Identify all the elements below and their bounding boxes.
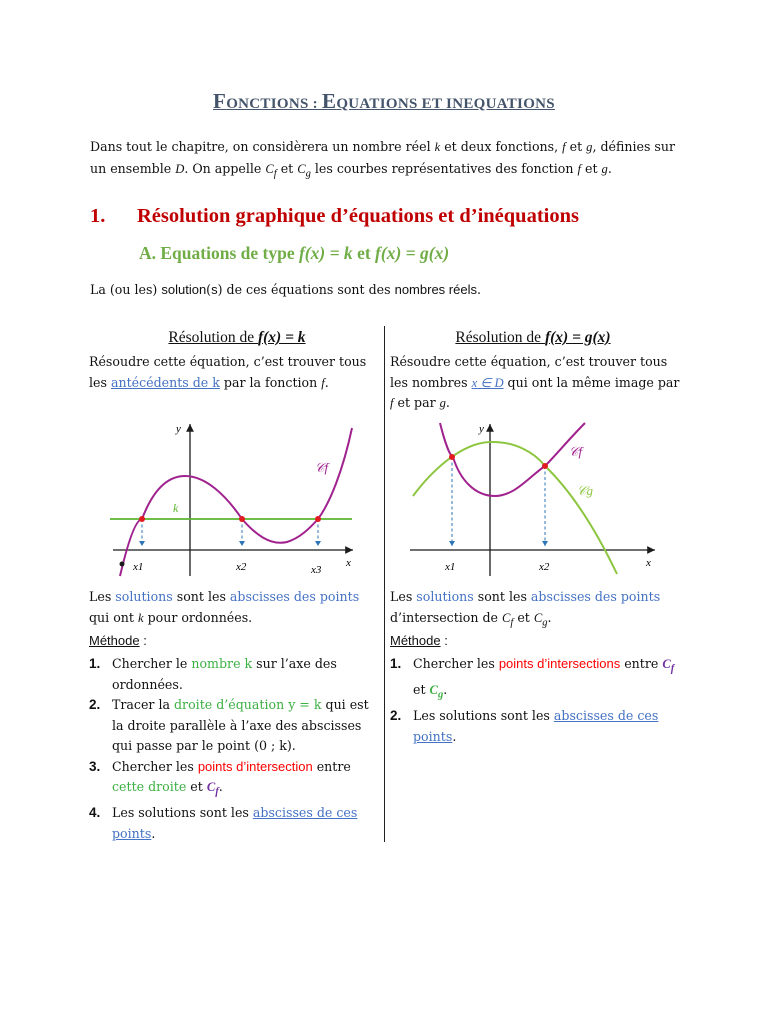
section-a-heading: A. Equations de type f(x) = k et f(x) = g(x) [139,243,450,263]
right-method-steps [390,654,675,747]
right-methode-heading: Méthode : [390,633,448,648]
graph-f-equals-k [105,418,360,580]
left-result: Les solutions sont les abscisses des points qui ont k pour ordonnées. [89,589,360,625]
x-axis-label: x [646,557,651,569]
intersection-point-2 [542,463,548,469]
intersection-point-1 [449,454,455,460]
list-item: 1. Chercher les points d’intersections entre $C_f$ et $C_g$. [390,656,675,701]
x1-label: x1 [445,561,456,573]
antecedents-link[interactable]: antécédents de k [110,374,220,390]
intro-paragraph: Dans tout le chapitre, on considèrera un nombre réel k et deux fonctions, f et g, définies sur un ensemble D. On appelle $C_f$ et $C_g$ les courbes représentatives des fonction f et g. [90,139,676,180]
abscisses-link-right[interactable]: abscisses de ces points [413,708,659,744]
x1-label: x1 [133,561,144,573]
x3-label: x3 [311,564,322,576]
y-axis-label: y [176,423,181,435]
list-item: 1. Chercher le nombre k sur l’axe des ordonnées. [89,656,337,692]
page-title: FONCTIONS : EQUATIONS ET INEQUATIONS [213,89,555,113]
intersection-point-1 [139,516,145,522]
graph-f-equals-g [405,418,665,580]
list-item: 2. Les solutions sont les abscisses de ces points. [390,708,659,744]
list-item: 4. Les solutions sont les abscisses de ces points. [89,805,358,841]
x-axis-label: x [346,557,351,569]
curve-cf [120,428,352,576]
cf-label: 𝒞f [569,444,583,459]
y-axis-label: y [479,423,484,435]
x2-label: x2 [236,561,247,573]
curve-start-dot [120,562,125,567]
left-description: Résoudre cette équation, c’est trouver tous les antécédents de k par la fonction f. [89,354,367,390]
list-item: 2. Tracer la droite d’équation y = k qui est la droite parallèle à l’axe des abscisses qui passe par le point (0 ; k). [89,697,369,753]
curve-cg [413,442,617,574]
right-column-heading: Résolution de f(x) = g(x) [455,329,611,346]
right-description: Résoudre cette équation, c’est trouver tous les nombres x ∈ D qui ont la même image par f et par g. [390,354,680,410]
section-1-heading: 1. Résolution graphique d’équations et d’inéquations [90,205,579,227]
list-item: 3. Chercher les points d’intersection entre cette droite et $C_f$. [89,758,351,798]
x-in-d-link[interactable]: x ∈ D [471,375,504,390]
left-methode-heading: Méthode : [89,633,147,648]
x2-label: x2 [539,561,550,573]
right-result: Les solutions sont les abscisses des points d’intersection de $C_f$ et $C_g$. [390,589,661,629]
column-divider [384,326,385,842]
solutions-statement: La (ou les) solution(s) de ces équations sont des nombres réels. [90,282,481,297]
left-column-heading: Résolution de f(x) = k [168,329,306,346]
left-method-steps [89,654,374,844]
cf-label: 𝒞f [315,460,329,475]
intersection-point-2 [239,516,245,522]
k-label: k [173,501,179,515]
intersection-point-3 [315,516,321,522]
cg-label: 𝒞g [577,483,593,498]
abscisses-link-left[interactable]: abscisses de ces points [112,805,358,841]
